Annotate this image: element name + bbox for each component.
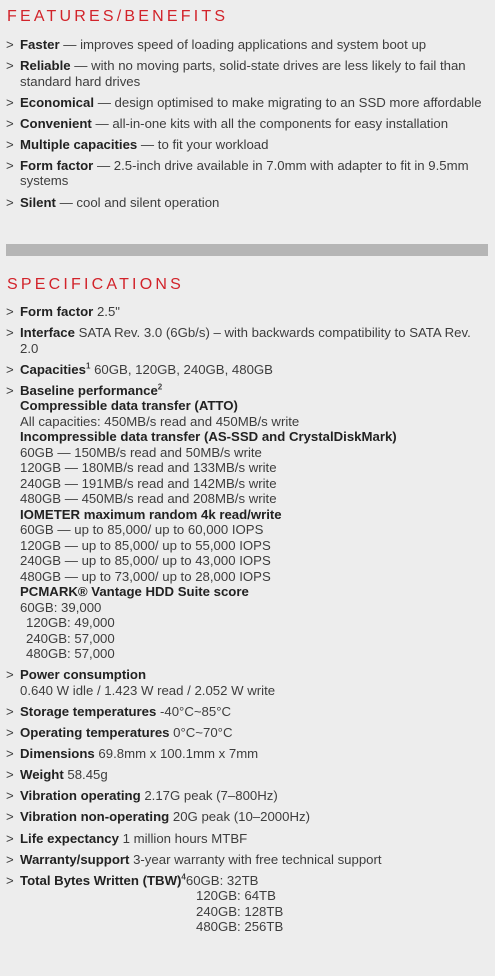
bullet-marker: >: [6, 304, 14, 319]
spec-warranty-support: [6, 852, 488, 868]
spec-label: Total Bytes Written (TBW): [20, 872, 182, 888]
features-title: FEATURES/BENEFITS: [7, 8, 229, 25]
spec-label: Dimensions: [20, 746, 95, 762]
bullet-marker: >: [6, 115, 14, 131]
spec-value: 1 million hours MTBF: [118, 830, 248, 846]
bullet-marker: >: [6, 830, 14, 846]
feature-text: — cool and silent operation: [55, 194, 220, 210]
bullet-marker: >: [6, 325, 14, 341]
feature-item: [6, 95, 488, 111]
spec-operating-temperatures: [6, 725, 488, 741]
spec-baseline-performance: [6, 383, 488, 662]
feature-label: Form factor: [20, 157, 94, 173]
pcmark-heading: [20, 584, 488, 600]
spec-capacities: [6, 362, 488, 378]
section-divider: [6, 244, 488, 256]
spec-label: Power consumption: [20, 667, 147, 683]
spec-label: Capacities: [20, 361, 86, 377]
spec-life-expectancy: [6, 831, 488, 847]
pcmark-heading-text: PCMARK® Vantage HDD Suite score: [20, 584, 249, 600]
spec-dimensions: [6, 746, 488, 762]
feature-label: Silent: [20, 194, 56, 210]
feature-label: Economical: [20, 94, 95, 110]
spec-value: 0°C~70°C: [169, 725, 233, 741]
spec-label: Form factor: [20, 304, 94, 319]
bullet-marker: >: [6, 94, 14, 110]
feature-text: — with no moving parts, solid-state drives are less likely to fail than standard hard drives: [20, 58, 466, 89]
bullet-marker: >: [6, 809, 14, 825]
spec-value: 3-year warranty with free technical support: [129, 851, 382, 867]
spec-label: Life expectancy: [20, 830, 119, 846]
spec-value: 60GB, 120GB, 240GB, 480GB: [90, 361, 273, 377]
spec-value: 2.5": [93, 304, 120, 319]
pcmark-line: 240GB: 57,000: [26, 630, 115, 646]
specifications-title: SPECIFICATIONS: [7, 276, 184, 293]
tbw-value: 240GB: 128TB: [196, 903, 284, 919]
spec-label: Storage temperatures: [20, 703, 157, 719]
bullet-marker: >: [6, 136, 14, 152]
feature-item: [6, 37, 488, 53]
bullet-marker: >: [6, 361, 14, 377]
spec-value: 58.45g: [63, 767, 108, 783]
spec-label: Vibration non-operating: [20, 809, 170, 825]
incompressible-line: 480GB — 450MB/s read and 208MB/s write: [20, 491, 277, 507]
bullet-marker: >: [6, 157, 14, 173]
bullet-marker: >: [6, 703, 14, 719]
bullet-marker: >: [6, 872, 14, 888]
incompressible-line: 240GB — 191MB/s read and 142MB/s write: [20, 475, 277, 491]
iometer-line: 240GB — up to 85,000/ up to 43,000 IOPS: [20, 553, 271, 569]
bullet-marker: >: [6, 37, 14, 52]
bullet-marker: >: [6, 746, 14, 762]
bullet-marker: >: [6, 767, 14, 783]
footnote-marker: 2: [157, 382, 163, 392]
feature-label: Convenient: [20, 115, 92, 131]
feature-text: — to fit your workload: [137, 136, 269, 152]
pcmark-line: 120GB: 49,000: [26, 615, 115, 631]
iometer-line: 60GB — up to 85,000/ up to 60,000 IOPS: [20, 522, 264, 538]
tbw-value: 120GB: 64TB: [196, 888, 276, 904]
incompressible-heading-text: Incompressible data transfer (AS-SSD and CrystalDiskMark): [20, 429, 397, 445]
spec-value: 0.640 W idle / 1.423 W read / 2.052 W write: [20, 682, 276, 698]
feature-item: [6, 137, 488, 153]
spec-weight: [6, 767, 488, 783]
bullet-marker: >: [6, 382, 14, 398]
pcmark-line: 480GB: 57,000: [26, 646, 115, 662]
bullet-marker: >: [6, 788, 14, 804]
compressible-line: All capacities: 450MB/s read and 450MB/s write: [20, 413, 300, 429]
pcmark-line: 60GB: 39,000: [20, 599, 102, 615]
features-list: [6, 37, 488, 216]
iometer-heading: [20, 507, 488, 523]
spec-label: Baseline performance: [20, 382, 158, 398]
iometer-line: 120GB — up to 85,000/ up to 55,000 IOPS: [20, 537, 271, 553]
spec-total-bytes-written: [6, 873, 488, 935]
bullet-marker: >: [6, 725, 14, 741]
bullet-marker: >: [6, 851, 14, 867]
bullet-marker: >: [6, 58, 14, 74]
spec-value: 69.8mm x 100.1mm x 7mm: [94, 746, 259, 762]
incompressible-line: 120GB — 180MB/s read and 133MB/s write: [20, 460, 277, 476]
feature-item: [6, 116, 488, 132]
specifications-list: [6, 304, 488, 940]
footnote-marker: 1: [85, 361, 91, 371]
spec-vibration-non-operating: [6, 809, 488, 825]
compressible-heading-text: Compressible data transfer (ATTO): [20, 398, 238, 414]
tbw-value: 480GB: 256TB: [196, 919, 284, 935]
incompressible-line: 60GB — 150MB/s read and 50MB/s write: [20, 444, 262, 460]
feature-item: [6, 58, 488, 89]
bullet-marker: >: [6, 667, 14, 683]
feature-text: — design optimised to make migrating to an SSD more affordable: [94, 94, 482, 110]
spec-vibration-operating: [6, 788, 488, 804]
iometer-line: 480GB — up to 73,000/ up to 28,000 IOPS: [20, 568, 271, 584]
spec-value: SATA Rev. 3.0 (6Gb/s) – with backwards compatibility to SATA Rev. 2.0: [20, 325, 471, 356]
spec-form-factor: [6, 304, 488, 320]
feature-text: — all-in-one kits with all the components for easy installation: [91, 115, 449, 131]
spec-label: Weight: [20, 767, 64, 783]
spec-value: -40°C~85°C: [156, 703, 232, 719]
feature-item: [6, 195, 488, 211]
feature-label: Multiple capacities: [20, 136, 138, 152]
spec-label: Warranty/support: [20, 851, 130, 867]
feature-label: Reliable: [20, 58, 71, 74]
spec-value: 2.17G peak (7–800Hz): [140, 788, 278, 804]
spec-label: Interface: [20, 325, 75, 341]
footnote-marker: 4: [181, 872, 186, 882]
feature-item: [6, 158, 488, 189]
iometer-heading-text: IOMETER maximum random 4k read/write: [20, 506, 282, 522]
compressible-heading: [20, 398, 488, 414]
bullet-marker: >: [6, 194, 14, 210]
incompressible-heading: [20, 429, 488, 445]
spec-label: Vibration operating: [20, 788, 141, 804]
spec-storage-temperatures: [6, 704, 488, 720]
spec-value: 20G peak (10–2000Hz): [169, 809, 310, 825]
feature-text: — improves speed of loading applications and system boot up: [59, 37, 427, 52]
feature-text: — 2.5-inch drive available in 7.0mm with adapter to fit in 9.5mm systems: [20, 157, 469, 189]
feature-label: Faster: [20, 37, 60, 52]
tbw-value: 60GB: 32TB: [185, 872, 259, 888]
spec-label: Operating temperatures: [20, 725, 170, 741]
spec-interface: [6, 325, 488, 356]
spec-power-consumption: [6, 667, 488, 698]
